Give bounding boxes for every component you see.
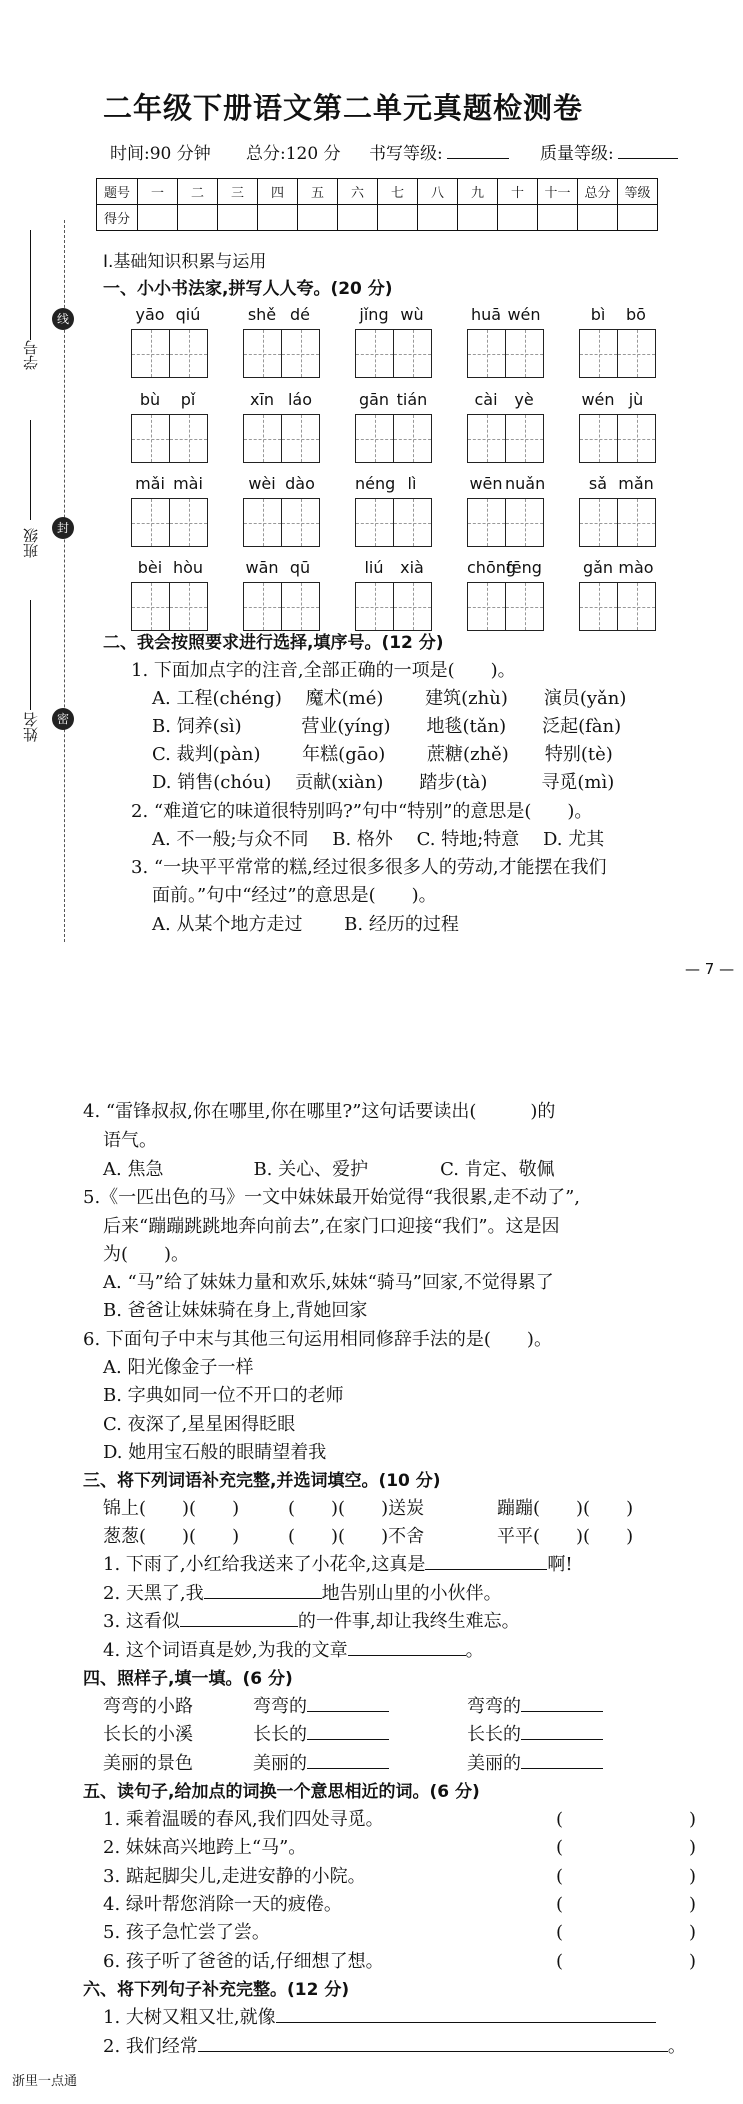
q2-option: A. “马”给了妹妹力量和欢乐,妹妹“骑马”回家,不觉得累了 [103,1272,554,1293]
pinyin-syllable: bō [626,305,646,324]
score-cell[interactable] [178,205,218,231]
pinyin-syllable: nuǎn [505,474,546,493]
seal-seal-mark: 封 [52,517,74,539]
footer-brand: 浙里一点通 [12,2074,78,2089]
answer-paren[interactable]: ( ) [556,1866,697,1887]
phrase-fill: 长长的 [467,1720,603,1746]
score-cell[interactable] [138,205,178,231]
q2-option: A. 不一般;与众不同 B. 格外 C. 特地;特意 D. 尤其 [152,829,605,850]
score-table [96,178,658,231]
example-phrase: 美丽的景色 [103,1753,193,1774]
time-info: 时间:90 分钟 [110,144,211,164]
pinyin-syllable: dé [290,305,310,324]
answer-paren[interactable]: ( ) [556,1809,697,1830]
q2-line: 4. “雷锋叔叔,你在哪里,你在哪里?”这句话要读出( )的 [83,1101,556,1122]
q2-option: A. 工程(chéng) 魔术(mé) 建筑(zhù) 演员(yǎn) [152,688,627,709]
answer-blank[interactable] [180,1610,298,1627]
writing-cell[interactable] [580,330,618,377]
q5-heading: 五、读句子,给加点的词换一个意思相近的词。(6 分) [83,1782,480,1802]
q5-sentence: 3. 踮起脚尖儿,走进安静的小院。 [103,1866,366,1887]
writing-cell[interactable] [132,499,170,546]
seal-line-mark: 线 [52,308,74,330]
score-header-cell: 八 [418,179,458,205]
example-phrase: 长长的小溪 [103,1724,193,1745]
writing-grid[interactable] [579,582,656,631]
answer-blank[interactable] [521,1695,603,1712]
writing-grid[interactable] [243,329,320,378]
writing-grid[interactable] [355,329,432,378]
writing-cell[interactable] [394,330,431,377]
phrase-fill: 美丽的 [253,1749,389,1775]
score-header-cell: 六 [338,179,378,205]
writing-cell[interactable] [244,499,282,546]
writing-grid[interactable] [243,414,320,463]
score-header-cell: 四 [258,179,298,205]
writing-grid[interactable] [131,414,208,463]
writing-cell[interactable] [506,415,543,462]
score-header-cell: 等级 [618,179,658,205]
pinyin-syllable: xià [400,558,424,577]
q2-option: A. 从某个地方走过 B. 经历的过程 [152,914,459,935]
q2-line: 2. “难道它的味道很特别吗?”句中“特别”的意思是( )。 [131,801,593,822]
score-header-cell: 十 [498,179,538,205]
writing-grid[interactable] [131,582,208,631]
writing-cell[interactable] [356,415,394,462]
q5-sentence: 1. 乘着温暖的春风,我们四处寻觅。 [103,1809,384,1830]
pinyin-syllable: cài [474,390,498,409]
seal-secret-mark: 密 [52,708,74,730]
q2-line: 为( )。 [103,1244,190,1265]
writing-cell[interactable] [468,583,506,630]
writing-cell[interactable] [132,415,170,462]
score-header-cell: 二 [178,179,218,205]
answer-paren[interactable]: ( ) [556,1951,697,1972]
score-header-cell: 一 [138,179,178,205]
q6-sentence: 2. 我们经常 。 [103,2036,686,2057]
q2-option: C. 裁判(pàn) 年糕(gāo) 蔗糖(zhě) 特别(tè) [152,744,613,765]
page-number: — 7 — [685,960,735,978]
pinyin-syllable: néng [355,474,396,493]
score-header-cell: 七 [378,179,418,205]
writing-cell[interactable] [506,499,543,546]
writing-cell[interactable] [394,415,431,462]
writing-grid[interactable] [579,329,656,378]
pinyin-syllable: liú [364,558,384,577]
example-phrase: 弯弯的小路 [103,1696,193,1717]
score-cell[interactable] [618,205,658,231]
answer-blank[interactable] [307,1695,389,1712]
q3-sentence: 4. 这个词语真是妙,为我的文章 。 [103,1640,484,1661]
pinyin-syllable: pǐ [180,390,196,409]
pinyin-syllable: fēng [506,558,542,577]
q2-option: A. 焦急 B. 关心、爱护 C. 肯定、敬佩 [103,1159,555,1180]
q2-option: D. 她用宝石般的眼睛望着我 [103,1442,327,1463]
writing-cell[interactable] [394,583,431,630]
idiom-fill[interactable]: 锦上( )( ) [103,1498,240,1519]
pinyin-syllable: qiú [175,305,201,324]
pinyin-syllable: yāo [135,305,165,324]
pinyin-syllable: wān [245,558,279,577]
answer-blank[interactable] [425,1553,547,1570]
pinyin-syllable: wēn [469,474,503,493]
score-header-cell: 五 [298,179,338,205]
writing-grid[interactable] [579,498,656,547]
q5-sentence: 6. 孩子听了爸爸的话,仔细想了想。 [103,1951,384,1972]
class-blank[interactable] [30,420,31,520]
pinyin-syllable: tián [396,390,428,409]
writing-cell[interactable] [394,499,431,546]
q2-line: 3. “一块平平常常的糕,经过很多很多人的劳动,才能摆在我们 [131,857,607,878]
writing-cell[interactable] [468,330,506,377]
q2-line: 6. 下面句子中末与其他三句运用相同修辞手法的是( )。 [83,1329,552,1350]
pinyin-syllable: xīn [249,390,275,409]
q6-sentence: 1. 大树又粗又壮,就像 [103,2003,656,2029]
writing-cell[interactable] [170,415,207,462]
score-header-cell: 总分 [578,179,618,205]
score-row-label: 得分 [97,205,138,231]
score-cell[interactable] [218,205,258,231]
score-table-score-row [97,205,658,231]
writing-cell[interactable] [506,330,543,377]
score-cell[interactable] [538,205,578,231]
writing-cell[interactable] [356,583,394,630]
writing-cell[interactable] [170,499,207,546]
writing-cell[interactable] [618,499,655,546]
q2-line: 语气。 [103,1130,157,1151]
pinyin-syllable: jù [628,390,644,409]
writing-cell[interactable] [132,330,170,377]
writing-cell[interactable] [170,583,207,630]
q2-line: 1. 下面加点字的注音,全部正确的一项是( )。 [131,660,516,681]
q4-heading: 四、照样子,填一填。(6 分) [83,1669,293,1689]
pinyin-syllable: mài [173,474,203,493]
answer-blank[interactable] [307,1723,389,1740]
q2-option: C. 夜深了,星星困得眨眼 [103,1414,296,1435]
writing-grade-label: 书写等级: [369,139,509,164]
answer-blank[interactable] [204,1582,322,1599]
q5-sentence: 4. 绿叶帮您消除一天的疲倦。 [103,1894,342,1915]
phrase-fill: 弯弯的 [467,1692,603,1718]
score-header-cell: 题号 [97,179,138,205]
q3-sentence: 1. 下雨了,小红给我送来了小花伞,这真是 啊! [103,1554,573,1575]
writing-grid[interactable] [131,329,208,378]
q3-sentence: 3. 这看似 的一件事,却让我终生难忘。 [103,1611,520,1632]
writing-cell[interactable] [356,330,394,377]
student-id-blank[interactable] [30,230,31,340]
page-title: 二年级下册语文第二单元真题检测卷 [103,91,584,125]
quality-grade-label: 质量等级: [540,139,678,164]
pinyin-syllable: láo [287,390,313,409]
idiom-fill[interactable]: ( )( )不舍 [288,1526,425,1547]
pinyin-syllable: mǎi [135,474,165,493]
writing-grid[interactable] [131,498,208,547]
writing-cell[interactable] [132,583,170,630]
score-cell[interactable] [338,205,378,231]
name-blank[interactable] [30,600,31,710]
writing-grid[interactable] [355,414,432,463]
score-cell[interactable] [298,205,338,231]
pinyin-syllable: mǎn [618,474,654,493]
answer-paren[interactable]: ( ) [556,1922,697,1943]
name-label: 姓名 [22,712,40,742]
writing-grid[interactable] [355,582,432,631]
idiom-fill[interactable]: 葱葱( )( ) [103,1526,240,1547]
phrase-fill: 美丽的 [467,1749,603,1775]
writing-cell[interactable] [506,583,543,630]
pinyin-syllable: shě [247,305,277,324]
pinyin-syllable: sǎ [588,474,608,493]
pinyin-syllable: wén [507,305,541,324]
score-cell[interactable] [418,205,458,231]
writing-cell[interactable] [282,499,319,546]
q2-option: B. 饲养(sì) 营业(yíng) 地毯(tǎn) 泛起(fàn) [152,716,622,737]
q5-sentence: 2. 妹妹高兴地跨上“马”。 [103,1837,307,1858]
q2-option: B. 爸爸让妹妹骑在身上,背她回家 [103,1300,368,1321]
q2-line: 5.《一匹出色的马》一文中妹妹最开始觉得“我很累,走不动了”, [83,1187,581,1208]
pinyin-syllable: dào [285,474,315,493]
q5-sentence: 5. 孩子急忙尝了尝。 [103,1922,270,1943]
pinyin-syllable: wù [400,305,424,324]
score-table-header-row [97,179,658,205]
idiom-fill[interactable]: 平平( )( ) [497,1526,634,1547]
answer-blank[interactable] [521,1752,603,1769]
answer-blank[interactable] [198,2035,668,2052]
pinyin-syllable: qū [289,558,311,577]
student-id-label: 学号 [22,340,40,370]
idiom-fill[interactable]: 蹦蹦( )( ) [497,1498,634,1519]
writing-grid[interactable] [467,498,544,547]
answer-paren[interactable]: ( ) [556,1837,697,1858]
writing-cell[interactable] [580,583,618,630]
answer-blank[interactable] [307,1752,389,1769]
writing-cell[interactable] [170,330,207,377]
pinyin-syllable: wén [581,390,615,409]
phrase-fill: 弯弯的 [253,1692,389,1718]
writing-cell[interactable] [618,415,655,462]
q1-heading: 一、小小书法家,拼写人人夸。(20 分) [103,279,393,299]
q2-option: B. 字典如同一位不开口的老师 [103,1385,344,1406]
score-cell[interactable] [578,205,618,231]
writing-grid[interactable] [467,414,544,463]
writing-cell[interactable] [580,415,618,462]
pinyin-syllable: yè [514,390,534,409]
writing-cell[interactable] [468,415,506,462]
pinyin-syllable: hòu [172,558,204,577]
pinyin-syllable: bèi [137,558,163,577]
writing-cell[interactable] [618,583,655,630]
answer-blank[interactable] [521,1723,603,1740]
writing-cell[interactable] [282,330,319,377]
writing-cell[interactable] [282,583,319,630]
pinyin-syllable: mào [618,558,654,577]
writing-cell[interactable] [356,499,394,546]
q3-sentence: 2. 天黑了,我 地告别山里的小伙伴。 [103,1583,502,1604]
writing-grid[interactable] [355,498,432,547]
q2-option: A. 阳光像金子一样 [103,1357,254,1378]
writing-cell[interactable] [244,415,282,462]
answer-blank[interactable] [348,1639,466,1656]
writing-cell[interactable] [244,330,282,377]
q6-heading: 六、将下列句子补充完整。(12 分) [83,1980,350,2000]
class-label: 班级 [22,528,40,558]
writing-cell[interactable] [244,583,282,630]
score-header-cell: 九 [458,179,498,205]
score-header-cell: 三 [218,179,258,205]
pinyin-syllable: gān [358,390,390,409]
writing-cell[interactable] [282,415,319,462]
writing-cell[interactable] [580,499,618,546]
pinyin-syllable: bì [590,305,606,324]
q2-option: D. 销售(chóu) 贡献(xiàn) 踏步(tà) 寻觅(mì) [152,772,615,793]
q2-heading: 二、我会按照要求进行选择,填序号。(12 分) [103,633,444,653]
score-cell[interactable] [498,205,538,231]
score-cell[interactable] [258,205,298,231]
answer-paren[interactable]: ( ) [556,1894,697,1915]
total-info: 总分:120 分 [246,144,341,164]
part-one-heading: Ⅰ.基础知识积累与运用 [103,252,267,272]
score-header-cell: 十一 [538,179,578,205]
pinyin-syllable: huā [470,305,502,324]
pinyin-syllable: lì [407,474,417,493]
score-cell[interactable] [378,205,418,231]
pinyin-syllable: wèi [248,474,276,493]
pinyin-syllable: jǐng [359,305,389,324]
q2-line: 面前。”句中“经过”的意思是( )。 [152,885,437,906]
writing-grid[interactable] [243,498,320,547]
writing-cell[interactable] [468,499,506,546]
writing-grid[interactable] [467,582,544,631]
phrase-fill: 长长的 [253,1720,389,1746]
writing-grid[interactable] [467,329,544,378]
q2-line: 后来“蹦蹦跳跳地奔向前去”,在家门口迎接“我们”。这是因 [103,1216,560,1237]
pinyin-syllable: gǎn [582,558,614,577]
pinyin-syllable: chōng [467,558,517,577]
writing-grid[interactable] [579,414,656,463]
score-cell[interactable] [458,205,498,231]
idiom-fill[interactable]: ( )( )送炭 [288,1498,425,1519]
q3-heading: 三、将下列词语补充完整,并选词填空。(10 分) [83,1471,441,1491]
pinyin-syllable: bù [139,390,161,409]
writing-cell[interactable] [618,330,655,377]
answer-blank[interactable] [276,2006,656,2023]
writing-grid[interactable] [243,582,320,631]
